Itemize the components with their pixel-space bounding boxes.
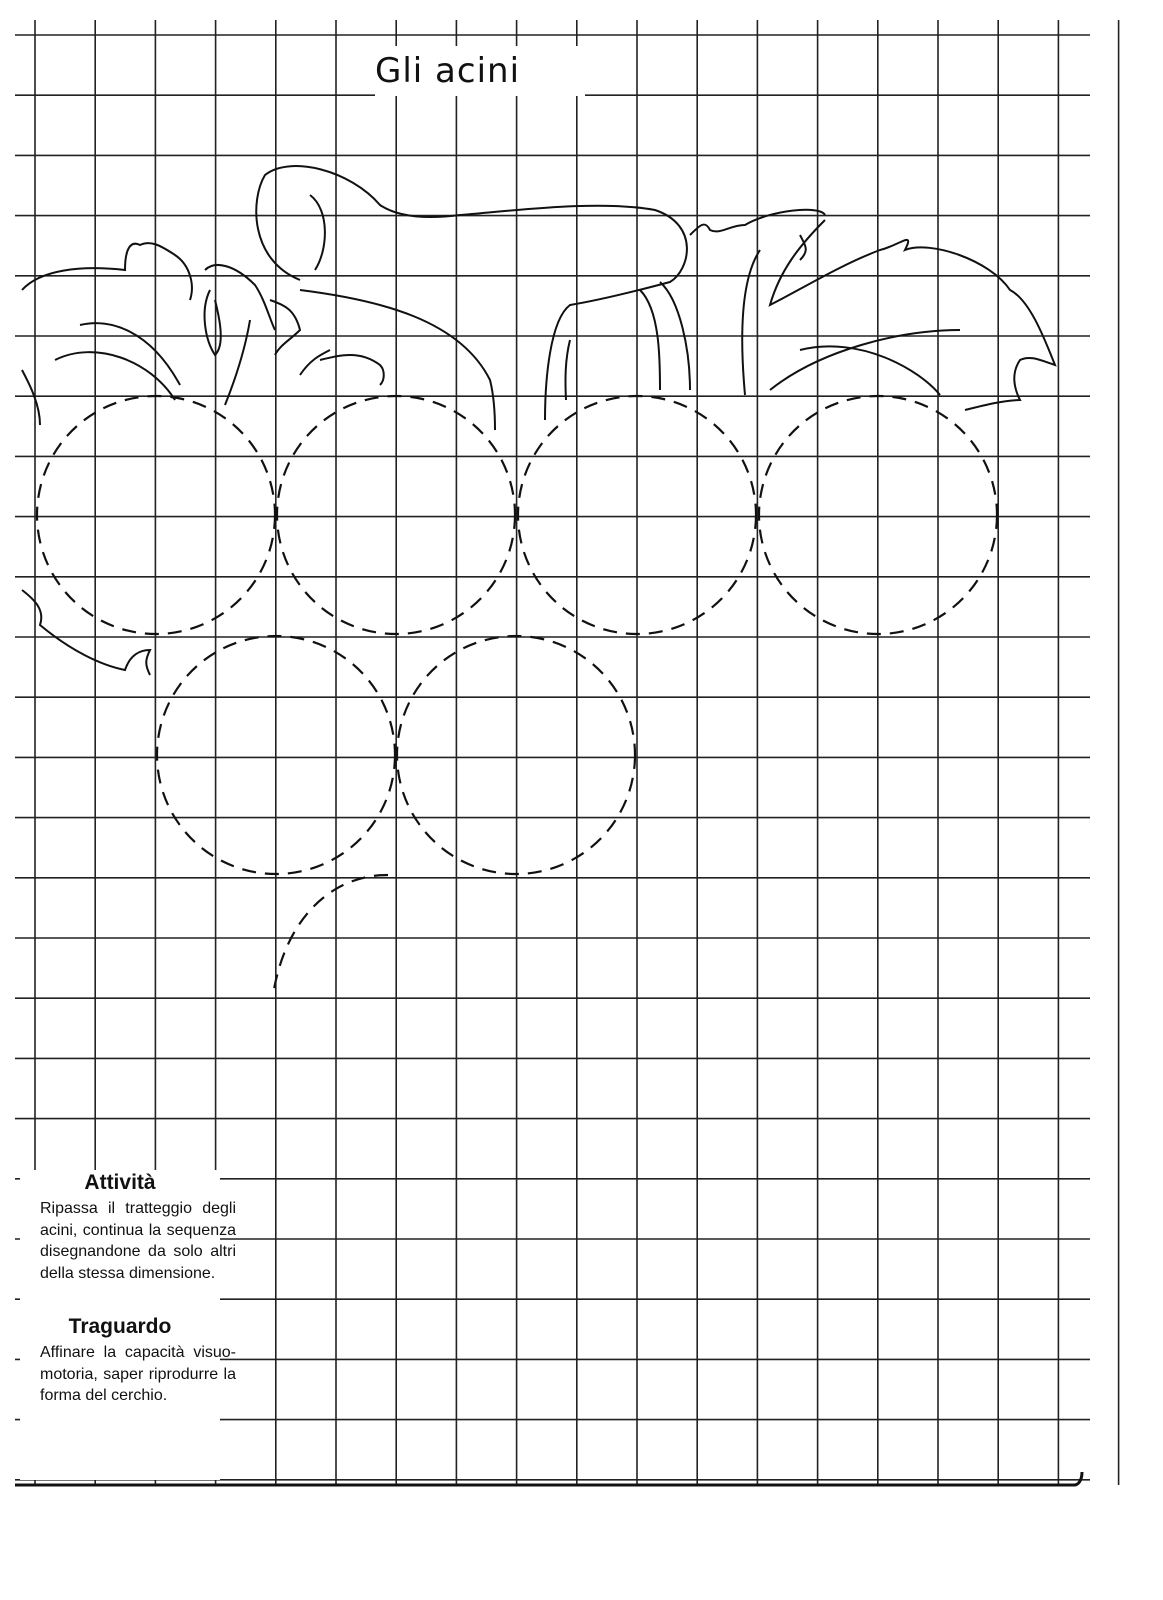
- goal-text: Affinare la capacità visuo-motoria, saper riprodurre la forma del cerchio.: [40, 1344, 236, 1404]
- activity-heading: Attività: [84, 1171, 156, 1194]
- goal-heading: Traguardo: [68, 1315, 172, 1338]
- page-title: Gli acini: [375, 46, 585, 96]
- grape-stem-dashed: [273, 875, 388, 995]
- grape-leaf-icon: [22, 166, 1055, 675]
- instructions-panel: [20, 1170, 236, 1480]
- activity-text: Ripassa il tratteggio degli acini, continua la sequenza disegnandone da solo altri della stessa dimensione.: [40, 1200, 236, 1282]
